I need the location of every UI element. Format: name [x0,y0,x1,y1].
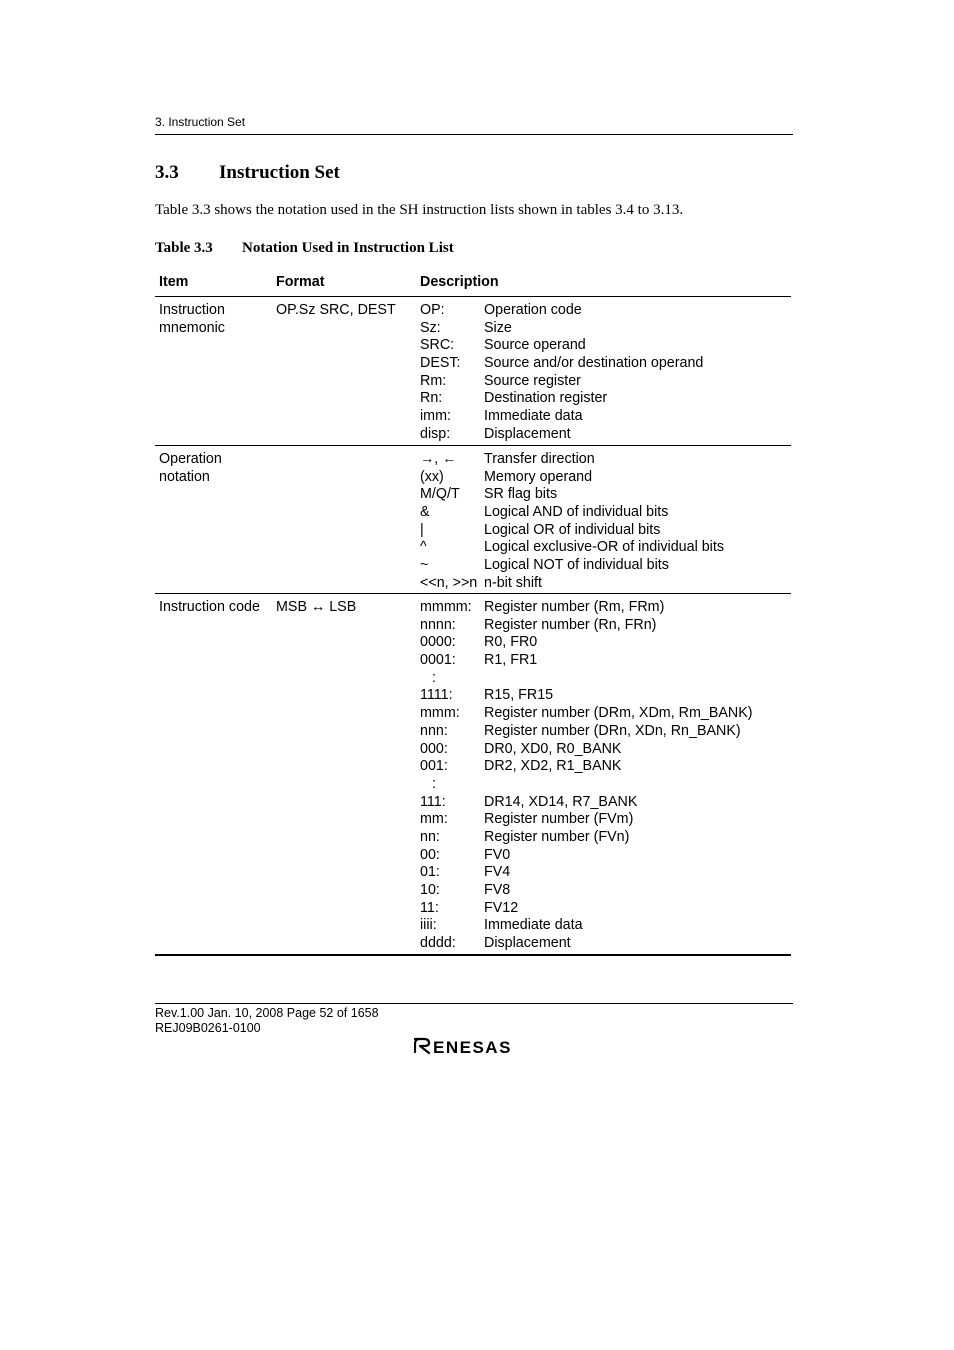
desc-text: Immediate data [484,917,583,934]
desc-symbol: nnnn: [420,616,456,633]
desc-text: DR14, XD14, R7_BANK [484,793,638,810]
item-text: Operation [159,451,222,467]
desc-text: DR2, XD2, R1_BANK [484,758,622,775]
desc-text: Memory operand [484,468,593,485]
item-text: Instruction code [159,599,260,615]
format-cell: OP.Sz SRC, DEST [276,302,396,318]
desc-symbol: M/Q/T [420,486,460,503]
desc-text: Source operand [484,337,586,354]
ellipsis-colon: : [432,775,436,792]
desc-text: R15, FR15 [484,687,554,704]
desc-text: Register number (DRn, XDn, Rn_BANK) [484,722,741,739]
desc-symbol: nn: [420,828,440,845]
desc-symbol: ~ [420,557,429,574]
renesas-logo-mark [414,1035,534,1057]
renesas-logo [414,1035,534,1062]
desc-text: SR flag bits [484,486,558,503]
format-cell: MSB ↔ LSB [276,599,357,615]
desc-text: Displacement [484,425,571,442]
ellipsis-colon: : [432,669,436,686]
desc-text: Destination register [484,390,608,407]
desc-symbol: (xx) [420,468,444,485]
desc-text: Logical NOT of individual bits [484,557,669,574]
table-row [155,594,791,956]
table-row [155,446,791,594]
desc-symbol: 11: [420,899,439,916]
desc-symbol: mmm: [420,705,460,722]
desc-text: DR0, XD0, R0_BANK [484,740,622,757]
intro-paragraph: Table 3.3 shows the notation used in the SH instruction lists shown in tables 3.4 to 3.13. [155,202,684,218]
desc-text: Register number (Rm, FRm) [484,599,665,615]
desc-text: FV0 [484,846,511,863]
desc-text: Register number (Rn, FRn) [484,616,657,633]
desc-symbol: 0001: [420,652,456,669]
desc-symbol: 1111: [420,687,453,704]
desc-symbol: dddd: [420,935,456,952]
desc-text: FV4 [484,864,511,881]
desc-symbol: Rn: [420,390,443,407]
item-cell [159,599,271,617]
section-number: 3.3 [155,162,179,183]
desc-symbol: 00: [420,846,440,863]
item-text: mnemonic [159,319,225,336]
desc-symbol: DEST: [420,355,461,372]
desc-symbol: Sz: [420,319,441,336]
table-caption-label: Table 3.3 [155,240,213,256]
desc-text: FV12 [484,899,519,916]
table-caption-title: Notation Used in Instruction List [242,240,454,256]
desc-text: Logical AND of individual bits [484,504,669,521]
footer-doc-number: REJ09B0261-0100 [155,1021,261,1035]
desc-text: n-bit shift [484,574,543,591]
desc-symbol: →, ← [420,451,457,467]
section-title [155,162,340,184]
desc-symbol: disp: [420,425,451,442]
desc-symbol: mm: [420,811,448,828]
desc-text: Transfer direction [484,451,595,467]
desc-symbol: 0000: [420,634,456,651]
item-text: notation [159,468,210,485]
item-cell [159,451,271,486]
desc-text: Operation code [484,302,582,318]
desc-symbol: SRC: [420,337,455,354]
desc-symbol: <<n, >>n [420,574,478,591]
desc-text: Logical OR of individual bits [484,521,661,538]
desc-text: FV8 [484,882,511,898]
section-heading: Instruction Set [219,162,340,183]
desc-text: Source and/or destination operand [484,355,704,372]
desc-text: Register number (DRm, XDm, Rm_BANK) [484,705,753,722]
desc-symbol: | [420,521,424,538]
header-description: Description [420,274,499,290]
desc-text: Displacement [484,935,571,952]
desc-symbol: 000: [420,740,448,757]
item-text: Instruction [159,302,225,318]
header-rule [155,134,793,135]
desc-symbol: mmmm: [420,599,472,615]
desc-text: Size [484,319,512,336]
desc-symbol: Rm: [420,372,447,389]
header-item: Item [159,274,189,290]
desc-symbol: 111: [420,793,446,810]
table-caption [155,240,454,257]
footer-rule [155,1003,793,1004]
desc-symbol: iiii: [420,917,437,934]
item-cell [159,302,271,337]
desc-symbol: nnn: [420,722,448,739]
desc-text: Logical exclusive-OR of individual bits [484,539,724,556]
desc-symbol: & [420,504,430,521]
desc-text: R0, FR0 [484,634,538,651]
desc-text: Source register [484,372,581,389]
svg-text:ENESAS: ENESAS [433,1038,512,1057]
header-format: Format [276,274,325,290]
table-header-row [155,272,791,297]
desc-text: Register number (FVm) [484,811,634,828]
table-row [155,297,791,446]
desc-symbol: imm: [420,408,451,425]
desc-text: Register number (FVn) [484,828,630,845]
desc-text: R1, FR1 [484,652,538,669]
desc-symbol: 01: [420,864,440,881]
desc-symbol: ^ [420,539,427,556]
running-head: 3. Instruction Set [155,115,246,129]
desc-symbol: 10: [420,882,440,898]
desc-symbol: OP: [420,302,445,318]
desc-text: Immediate data [484,408,583,425]
footer-revision: Rev.1.00 Jan. 10, 2008 Page 52 of 1658 [155,1006,379,1020]
notation-table [155,272,791,956]
desc-symbol: 001: [420,758,448,775]
